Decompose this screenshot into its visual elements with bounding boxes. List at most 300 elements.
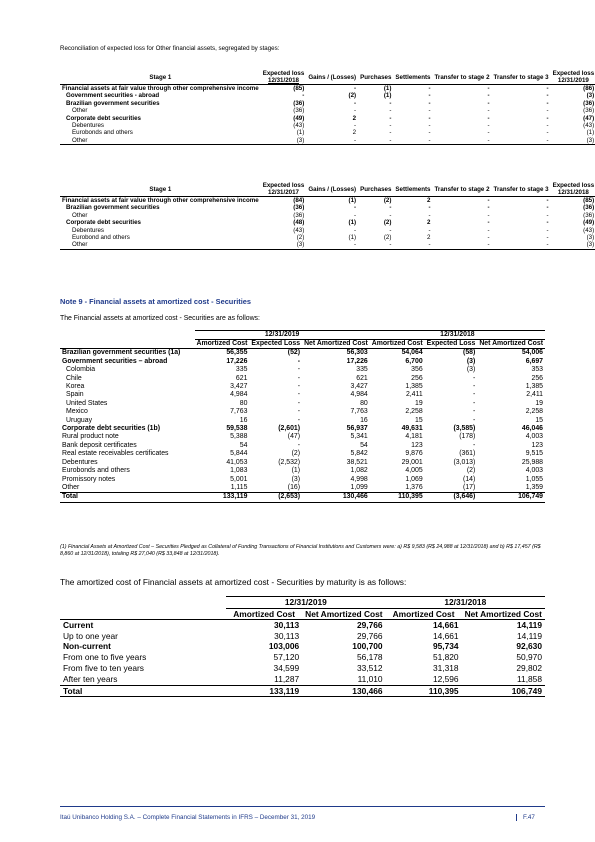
row-value: 12,596 [432,673,459,684]
row-value: - [354,122,357,130]
row-value: 4,181 [405,433,423,441]
table-row [60,234,595,241]
row-value: 11,010 [357,673,383,684]
row-value: - [389,114,392,122]
row-value: 2 [352,129,357,137]
header-purchases: Purchases [358,70,393,85]
table-header-row [60,608,545,619]
row-value: - [306,241,358,249]
row-value: (2,601) [278,425,301,433]
row-value: 4,984 [350,391,368,399]
table-row [60,425,545,433]
row-value: 95,734 [432,641,459,652]
row-value: 56,355 [226,349,248,357]
table-row [60,129,595,136]
row-value: 103,006 [268,641,300,652]
row-value: 16 [360,416,368,424]
row-value: 5,388 [230,433,248,441]
row-value: 4,003 [525,467,543,475]
row-value: (36) [583,99,595,107]
row-label: Government securities - abroad [66,92,160,100]
row-value: (47) [287,433,301,441]
row-value: 110,395 [386,685,462,697]
row-value: (43) [293,122,305,130]
note9-text: The Financial assets at amortized cost - Securities are as follows: [60,315,260,322]
row-label: Other [60,137,261,145]
header-settlements: Settlements [393,182,432,197]
row-value: - [389,211,392,219]
row-value: 353 [531,366,543,374]
row-value: (1) [348,197,357,204]
row-value: (52) [287,349,301,357]
table-row [60,450,545,458]
header-gains-losses: Gains / (Losses) [306,70,358,85]
row-value: - [546,204,549,212]
row-label: Current [63,619,94,630]
row-value: - [389,99,392,107]
page-number: F.47 [516,814,535,821]
row-label: Non-current [63,641,111,652]
row-value: 29,001 [401,458,423,466]
header-expected-loss: Expected Loss [251,340,301,348]
row-label: From five to ten years [63,662,144,673]
row-label: Other [60,241,261,249]
row-value: 123 [531,441,543,449]
header-transfer-stage2: Transfer to stage 2 [433,182,492,197]
group-2019: 12/31/2019 [226,597,385,609]
row-value: - [473,399,476,407]
row-label: Debentures [72,122,104,130]
row-value: - [393,137,432,145]
row-label: Government securities – abroad [62,357,168,365]
row-value: (36) [583,211,595,219]
table-row [60,476,545,484]
row-value: 4,003 [525,433,543,441]
row-value: 130,466 [302,685,385,697]
table-row [60,674,545,685]
row-value: 14,661 [432,619,459,630]
row-value: 110,395 [370,493,425,502]
row-label: Other [72,211,88,219]
row-label: Total [60,493,195,502]
row-value: - [297,391,301,399]
maturity-intro-text: The amortized cost of Financial assets at amortized cost - Securities by maturity is as follows: [60,577,407,587]
row-value: - [297,416,301,424]
header-transfer-stage3: Transfer to stage 3 [492,182,551,197]
group-2018: 12/31/2018 [370,331,545,340]
row-value: 16 [239,416,248,424]
group-2019: 12/31/2019 [195,331,370,340]
header-net-amortized-cost: Net Amortized Cost [462,608,545,619]
row-value: - [389,122,392,130]
header-net-amortized-cost: Net Amortized Cost [304,340,368,348]
header-purchases: Purchases [358,182,393,197]
row-value: 2 [427,234,431,242]
row-value: (17) [463,483,476,491]
row-value: 11,287 [274,673,300,684]
row-value: 1,069 [405,475,423,483]
row-label: Eurobonds and others [62,467,130,475]
row-label: After ten years [63,673,118,684]
row-value: - [487,122,490,130]
row-value: - [354,211,357,219]
row-value: 11,858 [517,673,542,684]
row-value: 80 [239,399,248,407]
row-value: 57,120 [273,652,300,663]
row-value: - [428,122,431,130]
row-value: 7,763 [230,408,248,416]
row-value: (3,585) [453,425,476,433]
row-value: 31,318 [432,662,459,673]
table-row [60,408,545,416]
row-value: 6,697 [525,357,543,365]
row-value: (1) [296,129,305,137]
row-value: (36) [583,204,595,212]
table-row [60,92,595,99]
row-value: (58) [463,349,476,357]
table-row [60,107,595,114]
row-value: - [297,441,301,449]
row-value: 80 [360,399,368,407]
row-value: 106,749 [462,685,545,697]
header-expected-loss-open: Expected loss 12/31/2018 [262,70,305,84]
row-value: (48) [293,219,305,227]
row-value: - [354,85,357,92]
row-value: 5,341 [350,433,368,441]
row-value: 256 [531,374,543,382]
header-settlements: Settlements [393,70,432,85]
row-label: Colombia [66,366,96,374]
row-value: 621 [356,374,368,382]
row-value: - [473,383,476,391]
row-value: - [428,204,431,212]
intro-text: Reconciliation of expected loss for Other financial assets, segregated by stages: [60,45,280,52]
row-value: - [358,137,393,145]
row-value: 4,984 [230,391,248,399]
row-value: 54 [360,441,368,449]
header-transfer-stage3: Transfer to stage 3 [492,70,551,85]
row-value: (2) [383,234,392,242]
row-value: - [546,219,549,227]
note9-title: Note 9 - Financial assets at amortized cost - Securities [60,297,251,306]
row-value: (178) [459,433,476,441]
row-value: - [428,92,431,100]
row-value: 2 [427,219,431,227]
row-value: - [354,107,357,115]
row-label: Spain [66,391,84,399]
row-value: (2) [291,450,301,458]
row-value: (36) [583,107,595,115]
row-label: Bank deposit certificates [62,441,137,449]
row-value: (3) [466,366,476,374]
row-value: - [546,211,549,219]
table-row [60,467,545,475]
table-header-row [60,182,595,197]
row-value: - [487,114,490,122]
row-value: 5,001 [230,475,248,483]
expected-loss-table-2019 [60,70,595,145]
table-row [60,383,545,391]
row-value: 29,766 [356,630,383,641]
row-value: - [389,107,392,115]
row-label: United States [66,399,108,407]
row-value: - [297,357,301,365]
row-value: 56,303 [346,349,368,357]
row-value: 15 [535,416,543,424]
row-label: Financial assets at fair value through other comprehensive income [62,85,259,92]
row-label: Rural product note [62,433,119,441]
row-value: - [428,211,431,219]
table-row [60,227,595,234]
header-expected-loss-open: Expected loss 12/31/2017 [262,182,305,196]
row-label: Total [60,685,226,697]
row-value: - [492,241,551,249]
row-value: - [487,219,490,227]
row-value: 7,763 [350,408,368,416]
row-value: 1,376 [405,483,423,491]
row-label: Mexico [66,408,88,416]
row-value: (43) [583,122,595,130]
row-label: Chile [66,374,82,382]
row-value: (2) [466,467,476,475]
row-value: - [546,114,549,122]
row-value: - [473,408,476,416]
row-label: Corporate debt securities [66,219,141,227]
table-row [60,115,595,122]
row-value: (3) [291,475,301,483]
row-value: (1) [383,85,392,92]
row-value: 621 [235,374,248,382]
row-label: Other [72,107,88,115]
row-value: - [487,129,490,137]
row-value: - [389,226,392,234]
row-value: 133,119 [226,685,302,697]
row-value: - [546,197,549,204]
row-value: (3,646) [425,493,478,502]
row-value: 4,998 [350,475,368,483]
row-value: 106,749 [477,493,545,502]
row-value: 46,046 [521,425,543,433]
row-value: - [428,114,431,122]
table-row [60,459,545,467]
row-value: - [428,107,431,115]
row-value: 9,515 [525,450,543,458]
row-value: 2,258 [525,408,543,416]
table-row [60,375,545,383]
row-value: 4,005 [405,467,423,475]
row-value: - [487,107,490,115]
row-label: Other [62,483,80,491]
row-value: - [389,129,392,137]
row-value: 54 [239,441,248,449]
row-value: 123 [411,441,423,449]
row-value: (3) [466,357,476,365]
row-label: Eurobond and others [72,234,130,242]
table-row [60,641,545,652]
row-value: - [487,197,490,204]
row-value: - [358,241,393,249]
row-value: - [546,226,549,234]
row-value: - [487,204,490,212]
row-value: 33,512 [356,662,383,673]
row-value: 25,988 [521,458,543,466]
row-value: 29,802 [516,662,542,673]
row-value: - [297,374,301,382]
row-value: - [433,241,492,249]
row-value: (49) [293,114,305,122]
row-label: From one to five years [63,652,147,663]
row-value: (3,013) [453,458,476,466]
table-row [60,100,595,107]
row-value: 30,113 [274,630,300,641]
row-value: - [487,85,490,92]
header-expected-loss-close: Expected loss 12/31/2019 [552,70,595,84]
table-row [60,400,545,408]
row-value: - [492,137,551,145]
row-value: - [428,226,431,234]
row-value: (3) [586,234,595,242]
row-value: (3) [261,137,307,145]
header-expected-loss-close: Expected loss 12/31/2018 [552,182,595,196]
row-value: 1,055 [525,475,543,483]
row-value: 14,119 [517,630,542,641]
row-value: - [297,399,301,407]
row-value: (1) [383,92,392,100]
table-row [60,358,545,366]
row-value: - [473,374,476,382]
header-stage: Stage 1 [60,70,261,85]
row-label: Promissory notes [62,475,116,483]
row-value: 59,538 [226,425,248,433]
header-amortized-cost: Amortized Cost [226,608,302,619]
row-value: - [297,366,301,374]
row-value: (3) [261,241,307,249]
row-value: - [393,241,432,249]
table-row [60,433,545,441]
row-value: - [297,383,301,391]
row-value: (1) [348,219,357,227]
row-value: 2,258 [405,408,423,416]
header-gains-losses: Gains / (Losses) [306,182,358,197]
row-label: Debentures [72,226,104,234]
row-value: (36) [293,204,305,212]
row-value: (47) [583,114,595,122]
row-label: Brazilian government securities [66,99,160,107]
row-value: (84) [293,197,305,204]
row-value: 56,178 [356,652,383,663]
row-value: (2) [296,234,305,242]
row-value: 17,226 [226,357,248,365]
row-value: (2,653) [249,493,302,502]
row-value: (36) [293,107,305,115]
header-transfer-stage2: Transfer to stage 2 [433,70,492,85]
table-row [60,204,595,211]
row-value: - [473,391,476,399]
row-value: (86) [583,85,595,92]
row-label: Eurobonds and others [72,129,133,137]
row-value: 30,113 [274,619,300,630]
row-value: 130,466 [302,493,370,502]
row-value: (3) [551,137,595,145]
row-value: 3,427 [350,383,368,391]
row-value: (43) [583,226,595,234]
header-net-amortized-cost: Net Amortized Cost [302,608,385,619]
row-value: (85) [293,85,305,92]
row-value: 5,844 [230,450,248,458]
row-value: (49) [583,219,595,227]
row-value: (1) [586,129,595,137]
table-row [60,619,545,630]
row-value: 256 [411,374,423,382]
table-row [60,391,545,399]
row-value: 49,631 [401,425,423,433]
row-value: 6,700 [405,357,423,365]
row-value: 41,053 [226,458,248,466]
footnote: (1) Financial Assets at Amortized Cost – Securities Pledged as Collateral of Funding Transactions of Financial Institutions and Customers were: a) R$ 9,583 (R$ 24,988 at 12/31/2018) and b) R$ 17,457 (R$ 8,860 at 12/31/2018), totaling R$ 27,040 (R$ 33,848 at 12/31/2018). [60,544,541,557]
row-value: - [546,92,549,100]
row-value: 3,427 [230,383,248,391]
row-value: - [473,441,476,449]
row-value: - [354,226,357,234]
expected-loss-table-2018 [60,182,595,250]
row-label: Debentures [62,458,98,466]
row-value: - [487,234,490,242]
row-value: 50,970 [516,652,542,663]
row-value: - [306,137,358,145]
table-group-row [60,331,545,340]
row-value: 5,842 [350,450,368,458]
table-row [60,349,545,358]
table-row [60,685,545,697]
group-2018: 12/31/2018 [386,597,545,609]
row-value: 1,385 [525,383,543,391]
row-value: 1,359 [525,483,543,491]
footer-text: Itaú Unibanco Holding S.A. – Complete Financial Statements in IFRS – December 31, 2019 [60,814,316,821]
row-value: 335 [235,366,248,374]
row-value: 2 [352,114,357,122]
table-row [60,631,545,642]
table-row [60,197,595,205]
table-row [60,85,595,93]
row-value: - [487,211,490,219]
row-value: (16) [287,483,301,491]
row-value: 356 [411,366,423,374]
row-label: Corporate debt securities [66,114,141,122]
row-value: 1,115 [230,483,248,491]
row-value: 29,766 [356,619,383,630]
row-label: Corporate debt securities (1b) [62,425,161,433]
row-value: 100,700 [352,641,383,652]
maturity-table [60,596,545,697]
row-value: - [487,226,490,234]
row-value: - [428,85,431,92]
amortized-cost-table [60,330,545,503]
table-row [60,417,545,425]
row-value: 1,082 [350,467,368,475]
row-value: 1,099 [350,483,368,491]
table-header-row [60,70,595,85]
row-value: 14,119 [516,619,542,630]
row-value: 1,083 [230,467,248,475]
row-label: Up to one year [63,630,118,641]
table-row [60,241,595,249]
header-net-amortized-cost: Net Amortized Cost [479,340,543,348]
row-value: 34,599 [273,662,300,673]
table-row [60,652,545,663]
row-label: Brazilian government securities (1a) [62,349,181,357]
table-row [60,137,595,145]
row-value: 51,820 [432,652,459,663]
